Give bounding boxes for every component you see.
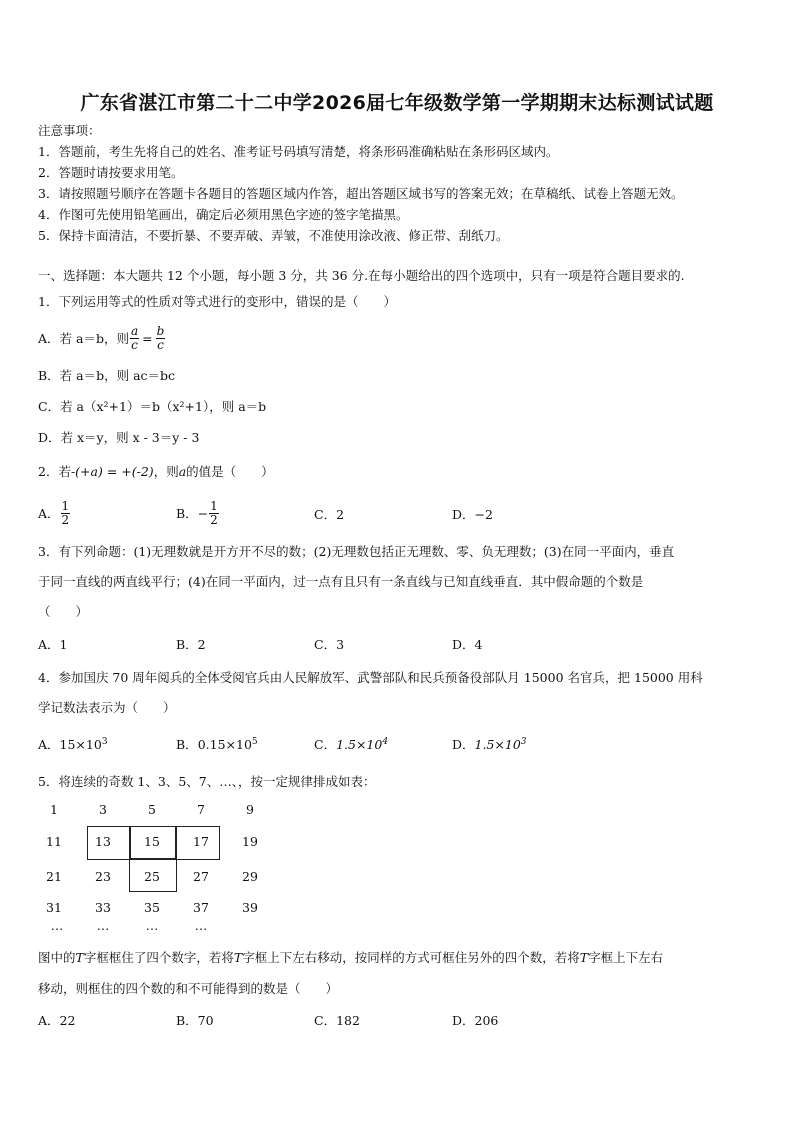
table-cell: 37: [193, 900, 209, 915]
t-frame-cell: [175, 826, 220, 860]
question-4-line: 4．参加国庆 70 周年阅兵的全体受阅官兵由人民解放军、武警部队和民兵预备役部队月 15000 名官兵，把 15000 用科: [38, 670, 703, 685]
table-cell: 5: [148, 802, 156, 817]
page-title: 广东省湛江市第二十二中学2026届七年级数学第一学期期末达标测试试题: [80, 92, 714, 114]
table-cell: 3: [99, 802, 107, 817]
question-5-description: 移动，则框住的四个数的和不可能得到的数是（ ）: [38, 981, 339, 996]
ellipsis: …: [50, 918, 64, 933]
notice-item: 2．答题时请按要求用笔。: [38, 165, 184, 180]
minus-sign: −: [197, 505, 209, 521]
question-2-option-d: D．−2: [452, 507, 493, 522]
fraction-b-over-c: $\frac{b}{c}$: [156, 323, 165, 352]
ellipsis: …: [145, 918, 159, 933]
question-3-line: （ ）: [38, 604, 89, 619]
question-3-option-d: D．4: [452, 637, 483, 652]
question-3-line: 于同一直线的两直线平行；(4)在同一平面内，过一点有且只有一条直线与已知直线垂直．其中假命题的个数是: [38, 574, 644, 589]
option-label: B．: [176, 506, 198, 521]
notice-item: 3．请按照题号顺序在答题卡各题目的答题区域内作答，超出答题区域书写的答案无效；在草稿纸、试卷上答题无效。: [38, 186, 684, 201]
table-cell: 11: [46, 834, 62, 849]
q2-variable: a: [178, 464, 187, 479]
question-5-option-a: A．22: [38, 1013, 76, 1028]
table-cell: 29: [242, 869, 258, 884]
q2-prefix: 2．若: [38, 464, 71, 479]
question-2-option-c: C．2: [314, 507, 345, 522]
question-2-stem: [38, 462, 274, 480]
t-frame-cell: [129, 858, 177, 892]
equals-sign: =: [142, 330, 153, 346]
question-4-option-a: A．$15\times 10^3$: [38, 736, 108, 752]
fraction-one-half: $\frac{1}{2}$: [61, 498, 70, 527]
question-5-stem: 5．将连续的奇数 1、3、5、7、…、，按一定规律排成如表：: [38, 774, 376, 789]
question-3-option-a: A．1: [38, 637, 68, 652]
t-frame-cell: [129, 826, 177, 860]
table-cell: 17: [193, 834, 209, 849]
ellipsis: …: [96, 918, 110, 933]
fraction-one-half: $\frac{1}{2}$: [210, 498, 218, 527]
question-4-option-d: D．$1.5\times 10^3$: [452, 736, 527, 752]
table-cell: 25: [144, 869, 160, 884]
table-cell: 7: [197, 802, 205, 817]
question-1-option-c: C．若 a（x²+1）＝b（x²+1），则 a＝b: [38, 399, 267, 414]
notice-item: 1．答题前，考生先将自己的姓名、准考证号码填写清楚，将条形码准确粘贴在条形码区域内。: [38, 144, 559, 159]
option-label: A．: [38, 506, 60, 521]
question-4-option-b: B．$0.15\times 10^5$: [176, 736, 258, 752]
section-heading: 一、选择题：本大题共 12 个小题，每小题 3 分，共 36 分.在每小题给出的四个选项中，只有一项是符合题目要求的.: [38, 268, 685, 283]
table-cell: 21: [46, 869, 62, 884]
q2-equation: -(+a) = +(-2): [70, 464, 154, 479]
notice-heading: 注意事项：: [38, 123, 101, 138]
question-3-line: 3．有下列命题：(1)无理数就是开方开不尽的数；(2)无理数包括正无理数、零、负无理数；(3)在同一平面内，垂直: [38, 544, 675, 559]
table-cell: 1: [50, 802, 58, 817]
ellipsis: …: [194, 918, 208, 933]
table-cell: 39: [242, 900, 258, 915]
question-2-option-a: [38, 493, 71, 533]
question-1-option-b: B．若 a＝b，则 ac＝bc: [38, 368, 176, 383]
table-cell: 23: [95, 869, 111, 884]
table-cell: 33: [95, 900, 111, 915]
question-5-option-c: C．182: [314, 1013, 360, 1028]
table-cell: 9: [246, 802, 254, 817]
question-5-description: 图中的T字框框住了四个数字，若将T字框上下左右移动，按同样的方式可框住另外的四个数，若将T字框上下左右: [38, 950, 664, 965]
question-3-option-c: C．3: [314, 637, 345, 652]
table-cell: 31: [46, 900, 62, 915]
question-4-option-c: C．$1.5\times 10^4$: [314, 736, 389, 752]
question-1-option-a: [38, 318, 166, 358]
option-a-text: A．若 a＝b，则: [38, 331, 129, 346]
table-cell: 35: [144, 900, 160, 915]
table-cell: 15: [144, 834, 160, 849]
table-cell: 27: [193, 869, 209, 884]
question-1-stem: 1．下列运用等式的性质对等式进行的变形中，错误的是（ ）: [38, 294, 396, 309]
q2-suffix: 的值是（ ）: [186, 464, 274, 479]
table-cell: 19: [242, 834, 258, 849]
question-5-option-d: D．206: [452, 1013, 499, 1028]
t-frame-cell: [87, 826, 131, 860]
question-2-option-b: [176, 493, 220, 533]
question-5-option-b: B．70: [176, 1013, 214, 1028]
question-1-option-d: D．若 x＝y，则 x - 3＝y - 3: [38, 430, 200, 445]
question-3-option-b: B．2: [176, 637, 206, 652]
table-cell: 13: [95, 834, 111, 849]
question-4-line: 学记数法表示为（ ）: [38, 700, 176, 715]
notice-item: 4．作图可先使用铅笔画出，确定后必须用黑色字迹的签字笔描黑。: [38, 207, 409, 222]
notice-item: 5．保持卡面清洁，不要折暴、不要弄破、弄皱，不准使用涂改液、修正带、刮纸刀。: [38, 228, 509, 243]
q2-mid: ，则: [153, 464, 179, 479]
fraction-a-over-c: $\frac{a}{c}$: [130, 323, 139, 352]
